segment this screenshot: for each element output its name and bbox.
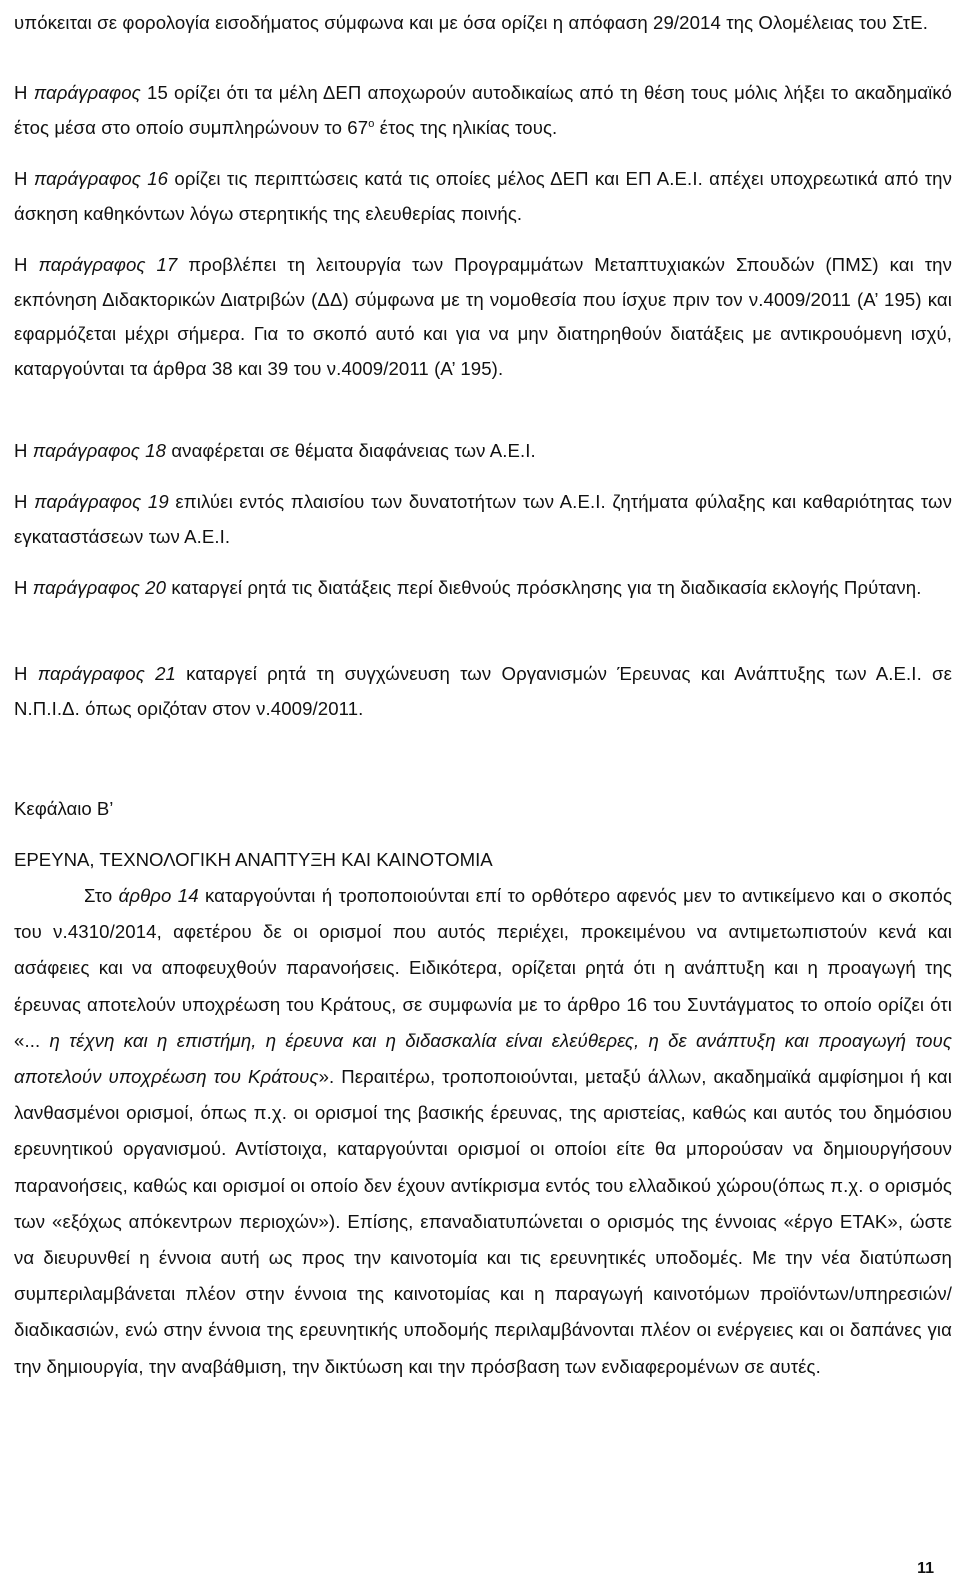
paragraph-lead: Η: [14, 82, 34, 103]
page-number: 11: [917, 1560, 934, 1577]
paragraph-text: υπόκειται σε φορολογία εισοδήματος σύμφωνα και με όσα ορίζει η απόφαση 29/2014 της Ολομέλειας του ΣτΕ.: [14, 12, 929, 33]
paragraph-text-tail: έτος της ηλικίας τους.: [374, 116, 558, 138]
paragraph-16: [14, 162, 952, 231]
paragraph-lead: Η: [14, 577, 33, 598]
paragraph-lead: Η: [14, 663, 38, 684]
article-14-paragraph: [14, 878, 952, 1385]
paragraph-21: [14, 657, 952, 726]
paragraph-18: [14, 434, 952, 469]
paragraph-text: καταργεί ρητά τη συγχώνευση των Οργανισμών Έρευνας και Ανάπτυξης των Α.Ε.Ι. σε Ν.Π.Ι.Δ. όπως οριζόταν στον ν.4009/2011.: [14, 663, 953, 719]
constitution-quote: η τέχνη και η επιστήμη, η έρευνα και η διδασκαλία είναι ελεύθερες, η δε ανάπτυξη και προαγωγή τους αποτελούν υποχρέωση του Κράτους: [14, 1029, 952, 1088]
chapter-title: ΕΡΕΥΝΑ, ΤΕΧΝΟΛΟΓΙΚΗ ΑΝΑΠΤΥΞΗ ΚΑΙ ΚΑΙΝΟΤΟΜΙΑ: [14, 849, 493, 870]
superscript: ο: [368, 117, 375, 130]
paragraph-text: καταργεί ρητά τις διατάξεις περί διεθνούς πρόσκλησης για τη διαδικασία εκλογής Πρύτανη.: [166, 577, 922, 598]
paragraph-ref: παράγραφος 19: [34, 491, 169, 512]
paragraph-20: [14, 571, 952, 606]
paragraph-text: προβλέπει τη λειτουργία των Προγραμμάτων Μεταπτυχιακών Σπουδών (ΠΜΣ) και την εκπόνηση Διδακτορικών Διατριβών (ΔΔ) σύμφωνα με τη νομοθεσία που ίσχυε πριν τον ν.4009/2011 (Α’ 195) και εφαρμόζεται μέχρι σήμερα. Για το σκοπό αυτό και για να μην διατηρηθούν διατάξεις με αντικρουόμενη ισχύ, καταργούνται τα άρθρα 38 και 39 του ν.4009/2011 (Α’ 195).: [14, 254, 953, 379]
chapter-label: Κεφάλαιο Β’: [14, 798, 114, 819]
paragraph-lead: Η: [14, 254, 39, 275]
paragraph-lead: Η: [14, 168, 34, 189]
paragraph-text: καταργούνται ή τροποποιούνται επί το ορθότερο αφενός μεν το αντικείμενο και ο σκοπός του ν.4310/2014, αφετέρου δε οι ορισμοί που αυτός περιέχει, προκειμένου να αντιμετωπιστούν κενά και ασάφειες και να αποφευχθούν παρανοήσεις. Ειδικότερα, ορίζεται ρητά ότι η ανάπτυξη και η προαγωγή της έρευνας αποτελούν υποχρέωση του Κράτους, σε συμφωνία με το άρθρο 16 του Συντάγματος το οποίο ορίζει ότι «...: [14, 885, 953, 1051]
paragraph-17: [14, 248, 952, 386]
paragraph-text: επιλύει εντός πλαισίου των δυνατοτήτων των Α.Ε.Ι. ζητήματα φύλαξης και καθαριότητας των εγκαταστάσεων των Α.Ε.Ι.: [14, 491, 952, 547]
paragraph-ref: παράγραφος: [33, 82, 141, 103]
paragraph-text: 15 ορίζει ότι τα μέλη ΔΕΠ αποχωρούν αυτοδικαίως από τη θέση τους μόλις λήξει το ακαδημαϊκό έτος μέσα στο οποίο συμπληρώνουν το 67: [14, 82, 952, 138]
paragraph-text: ορίζει τις περιπτώσεις κατά τις οποίες μέλος ΔΕΠ και ΕΠ Α.Ε.Ι. απέχει υποχρεωτικά από την άσκηση καθηκόντων λόγω στερητικής της ελευθερίας ποινής.: [14, 168, 952, 224]
article-ref: άρθρο 14: [118, 885, 199, 906]
paragraph-lead: Η: [14, 491, 35, 512]
paragraph-15: [14, 76, 952, 145]
paragraph-19: [14, 485, 952, 554]
paragraph-lead: Η: [14, 440, 33, 461]
paragraph-text-continued: ». Περαιτέρω, τροποποιούνται, μεταξύ άλλων, ακαδημαϊκά αμφίσημοι ή και λανθασμένοι ορισμοί, όπως π.χ. οι ορισμοί της βασικής έρευνας, της αριστείας, καθώς και αυτός του δημόσιου ερευνητικού οργανισμού. Αντίστοιχα, καταργούνται ορισμοί οι οποίοι είτε θα μπορούσαν να δημιουργήσουν παρανοήσεις, καθώς και ορισμοί οι οποίο δεν έχουν αντίκρισμα εντός του ελλαδικού χώρου(όπως π.χ. ο ορισμός των «εξόχως απόκεντρων περιοχών»). Επίσης, επαναδιατυπώνεται ο ορισμός της έννοιας «έργο ΕΤΑΚ», ώστε να διευρυνθεί η έννοια αυτή ως προς την καινοτομία και τις ερευνητικές υποδομές. Με την νέα διατύπωση συμπεριλαμβάνεται πλέον στην έννοια της καινοτομίας και η παραγωγή καινοτόμων προϊόντων/υπηρεσιών/διαδικασιών, ενώ στην έννοια της ερευνητικής υποδομής περιλαμβάνονται πλέον οι ενέργειες και οι δαπάνες για την δημιουργία, την αναβάθμιση, την δικτύωση και την πρόσβαση των ενδιαφερομένων σε αυτές.: [14, 1066, 952, 1377]
paragraph-ref: παράγραφος 18: [32, 440, 167, 461]
paragraph-ref: παράγραφος 16: [33, 168, 169, 189]
paragraph-ref: παράγραφος 17: [38, 254, 178, 275]
paragraph-text: αναφέρεται σε θέματα διαφάνειας των Α.Ε.Ι.: [166, 440, 536, 461]
paragraph-ref: παράγραφος 21: [37, 663, 176, 684]
paragraph-lead: Στο: [84, 885, 119, 906]
paragraph-continued: [14, 6, 952, 41]
paragraph-ref: παράγραφος 20: [32, 577, 167, 598]
